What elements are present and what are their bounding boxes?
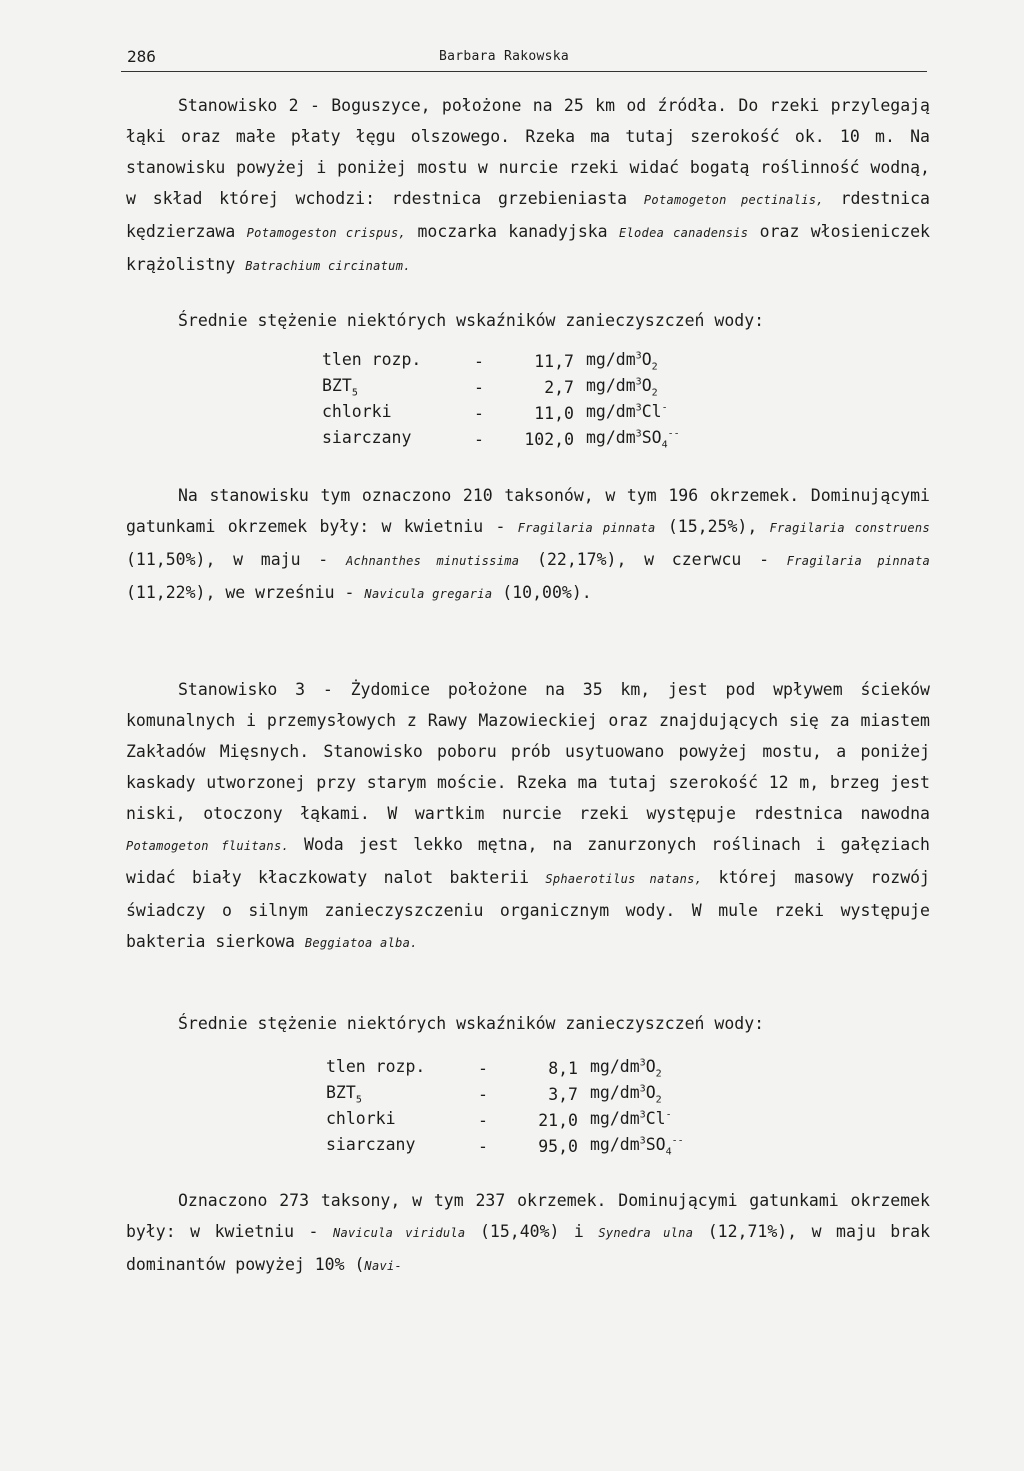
ion: O — [645, 1082, 656, 1102]
paragraph-station-3 — [126, 674, 930, 959]
unit: mg/dm — [586, 401, 636, 421]
text-run: oraz włosieniczek krążolistny — [126, 222, 930, 274]
text-run: Woda jest lekko mętna, na zanurzonych roślinach i gałęziach widać biały kłaczkowaty nalot bakterii — [126, 835, 930, 887]
text-run: (15,40%) i — [465, 1222, 599, 1241]
param-subscript: 5 — [355, 1094, 362, 1106]
value: 11,7 — [534, 351, 574, 371]
ion-charge: - — [665, 1109, 672, 1121]
text-run: (11,50%), w maju - — [126, 550, 346, 569]
table-row: tlen rozp. - 8,1 $mg/dm^3O_2$ — [326, 1056, 662, 1080]
unit: mg/dm — [590, 1082, 640, 1102]
species-name: Fragilaria construens — [769, 521, 930, 535]
unit: mg/dm — [586, 427, 636, 447]
page-number: 286 — [127, 47, 156, 66]
paragraph-taxa-station-2 — [126, 480, 930, 610]
text-run: Stanowisko 2 - Boguszyce, położone na 25 km od źródła. Do rzeki przylegają łąki oraz małe płaty łęgu olszowego. Rzeka ma tutaj szerokość ok. 10 m. Na stanowisku powyżej i poniżej mostu w nurcie rzeki widać bogatą roślinność wodną, w skład której wchodzi: rdestnica grzebieniasta — [126, 96, 930, 208]
species-name: Sphaerotilus natans, — [545, 872, 703, 886]
species-name: Achnanthes minutissima — [345, 554, 520, 568]
species-name: Navicula gregaria — [364, 587, 493, 601]
table-row: $BZT_5$ - 2,7 $mg/dm^3O_2$ — [322, 375, 658, 399]
ion: O — [645, 1056, 656, 1076]
table-row: chlorki - 11,0 $mg/dm^3Cl^-$ — [322, 400, 680, 426]
species-name: Beggiatoa alba. — [304, 936, 418, 950]
concentration-table-1 — [322, 348, 680, 452]
ion-charge: - — [661, 402, 668, 414]
ion: O — [641, 349, 652, 369]
value: 2,7 — [544, 377, 574, 397]
species-name: Potamogeton fluitans. — [126, 839, 290, 853]
text-run: Na stanowisku tym oznaczono 210 taksonów, w tym 196 okrzemek. Dominującymi gatunkami okrzemek były: w kwietniu - — [126, 486, 930, 536]
ion-charge: -- — [671, 1135, 684, 1147]
param-subscript: 5 — [351, 387, 358, 399]
ion: SO — [645, 1134, 666, 1154]
header-rule — [121, 71, 927, 72]
param-name: siarczany — [326, 1134, 416, 1154]
species-name: Batrachium circinatum. — [245, 259, 411, 273]
concentration-table-2 — [326, 1055, 684, 1159]
ion: Cl — [645, 1108, 666, 1128]
text-run: (12,71%), w maju brak dominantów powyżej 10% ( — [126, 1222, 930, 1274]
ion-subscript: 2 — [651, 361, 658, 373]
unit: mg/dm — [590, 1056, 640, 1076]
ion: O — [641, 375, 652, 395]
dash: - — [478, 1058, 488, 1078]
ion-subscript: 2 — [651, 387, 658, 399]
species-name: Navicula viridula — [332, 1226, 466, 1240]
param-name: chlorki — [326, 1108, 396, 1128]
dash: - — [478, 1110, 488, 1130]
running-header — [121, 47, 927, 71]
species-name: Potamogeton pectinalis, — [643, 193, 824, 207]
paragraph-taxa-station-3 — [126, 1185, 930, 1282]
param-name: siarczany — [322, 427, 412, 447]
dash: - — [474, 403, 484, 423]
ion: Cl — [641, 401, 662, 421]
text-run: której masowy rozwój świadczy o silnym zanieczyszczeniu organicznym wody. W mule rzeki występuje bakteria sierkowa — [126, 868, 930, 951]
ion-subscript: 2 — [655, 1068, 662, 1080]
value: 21,0 — [538, 1110, 578, 1130]
value: 95,0 — [538, 1136, 578, 1156]
param-name: BZT — [322, 375, 352, 395]
species-name: Fragilaria pinnata — [517, 521, 656, 535]
unit: mg/dm — [590, 1134, 640, 1154]
species-name: Fragilaria pinnata — [786, 554, 930, 568]
ion: SO — [641, 427, 662, 447]
header-author: Barbara Rakowska — [439, 49, 570, 64]
concentration-heading-1: Średnie stężenie niektórych wskaźników zanieczyszczeń wody: — [178, 311, 765, 330]
dash: - — [474, 377, 484, 397]
dash: - — [474, 429, 484, 449]
text-run: Oznaczono 273 taksony, w tym 237 okrzemek. Dominującymi gatunkami okrzemek były: w kwietniu - — [126, 1191, 930, 1241]
param-name: tlen rozp. — [326, 1056, 426, 1076]
table-row: tlen rozp. - 11,7 $mg/dm^3O_2$ — [322, 349, 658, 373]
ion-charge: -- — [667, 428, 680, 440]
species-name: Navi- — [364, 1259, 403, 1273]
ion-subscript: 4 — [665, 1146, 672, 1158]
text-run: (15,25%), — [655, 517, 770, 536]
species-name: Synedra ulna — [598, 1226, 694, 1240]
text-run: moczarka kanadyjska — [406, 222, 619, 241]
param-name: tlen rozp. — [322, 349, 422, 369]
text-run: rdestnica kędzierzawa — [126, 189, 930, 241]
text-run: (22,17%), w czerwcu - — [519, 550, 787, 569]
species-name: Elodea canadensis — [618, 226, 749, 240]
table-row: siarczany - 95,0 $mg/dm^3SO_4^{--}$ — [326, 1134, 684, 1158]
table-row: siarczany - 102,0 $mg/dm^3SO_4^{--}$ — [322, 427, 680, 451]
table-row: chlorki - 21,0 $mg/dm^3Cl^-$ — [326, 1107, 684, 1133]
table-row: $BZT_5$ - 3,7 $mg/dm^3O_2$ — [326, 1082, 662, 1106]
concentration-heading-2: Średnie stężenie niektórych wskaźników zanieczyszczeń wody: — [178, 1014, 765, 1033]
param-name: chlorki — [322, 401, 392, 421]
dash: - — [478, 1084, 488, 1104]
ion-subscript: 2 — [655, 1094, 662, 1106]
paragraph-station-2 — [126, 90, 930, 282]
ion-subscript: 4 — [661, 439, 668, 451]
species-name: Potamogeston crispus, — [246, 226, 407, 240]
text-run: (10,00%). — [492, 583, 592, 602]
value: 11,0 — [534, 403, 574, 423]
unit: mg/dm — [586, 349, 636, 369]
unit: mg/dm — [586, 375, 636, 395]
text-run: Stanowisko 3 - Żydomice położone na 35 km, jest pod wpływem ścieków komunalnych i przemysłowych z Rawy Mazowieckiej oraz znajdujących się za miastem Zakładów Mięsnych. Stanowisko poboru prób usytuowano powyżej mostu, a poniżej kaskady utworzonej przy starym moście. Rzeka ma tutaj szerokość 12 m, brzeg jest niski, otoczony łąkami. W wartkim nurcie rzeki występuje rdestnica nawodna — [126, 680, 930, 823]
dash: - — [478, 1136, 488, 1156]
dash: - — [474, 351, 484, 371]
unit: mg/dm — [590, 1108, 640, 1128]
param-name: BZT — [326, 1082, 356, 1102]
value: 8,1 — [548, 1058, 578, 1078]
text-run: (11,22%), we wrześniu - — [126, 583, 365, 602]
value: 102,0 — [524, 429, 574, 449]
value: 3,7 — [548, 1084, 578, 1104]
